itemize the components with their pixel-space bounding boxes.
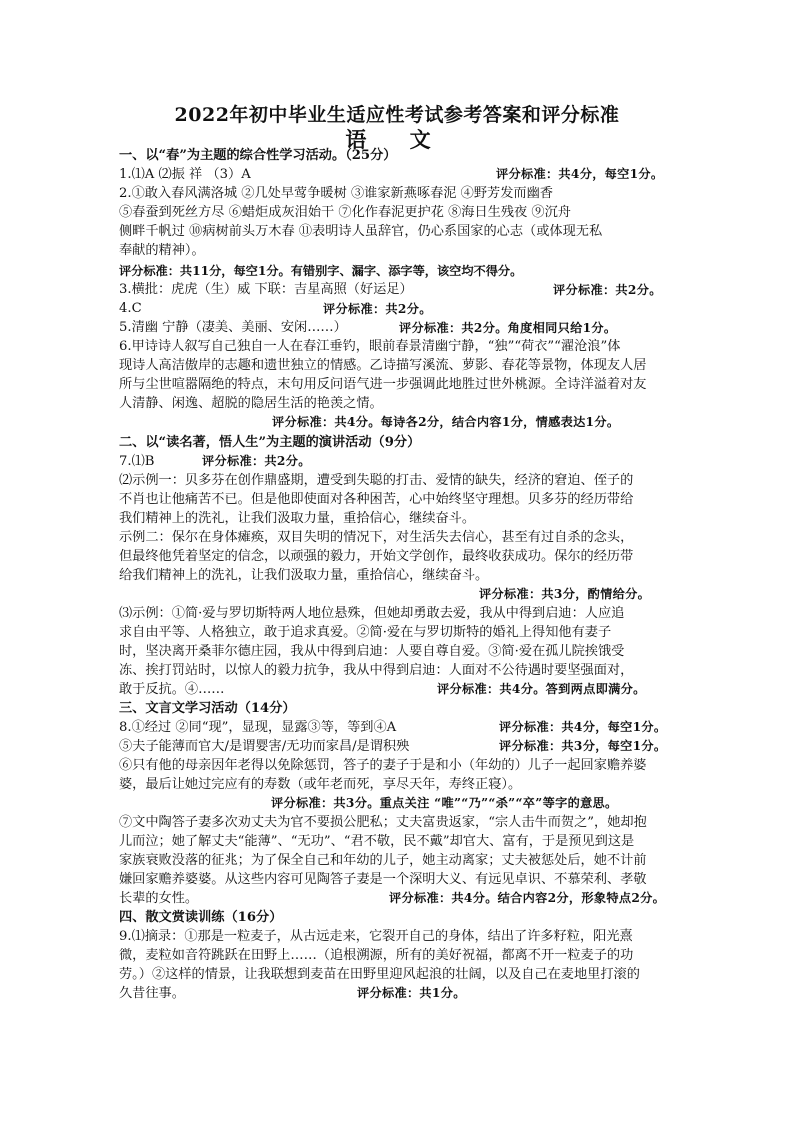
- scoring-note: 评分标准：共4分，每空1分。: [496, 167, 664, 181]
- answer-line: 4.C: [119, 301, 142, 316]
- answer-line: 2.①敢入春风满洛城 ②几处早莺争暖树 ③谁家新燕啄春泥 ④野芳发而幽香: [119, 186, 553, 201]
- scoring-note: 评分标准：共4分。答到两点即满分。: [437, 682, 646, 696]
- answer-line: 1.⑴A ⑵振 祥 （3）A: [119, 167, 251, 182]
- section-heading: 三、文言文学习活动（14分）: [119, 701, 296, 716]
- scoring-note: 评分标准：共2分。角度相同只给1分。: [399, 321, 617, 335]
- answer-line: 奉献的精神）。: [119, 243, 205, 258]
- section-heading: 四、散文赏读训练（16分）: [119, 910, 283, 925]
- answer-line: 3.横批：虎虎（生）威 下联：吉星高照（好运足）: [119, 282, 413, 297]
- section-heading: 二、以“读名著，悟人生”为主题的演讲活动（9分）: [119, 435, 421, 450]
- scoring-note: 评分标准：共3分，每空1分。: [499, 739, 667, 753]
- answer-line: 微，麦粒如音符跳跃在田野上……（追根溯源，所有的美好祝福，都离不开一粒麦子的功: [119, 948, 634, 963]
- answer-line: 婆，最后让她过完应有的寿数（或年老而死，享尽天年，寿终正寝）。: [119, 777, 522, 792]
- answer-line: 嫌回家赡养婆婆。从这些内容可见陶答子妻是一个深明大义、有远见卓识、不慕荣利、孝敬: [119, 872, 647, 887]
- scoring-note: 评分标准：共1分。: [357, 986, 466, 1000]
- answer-line: 久昔往事。: [119, 986, 185, 1001]
- answer-line: ⑦文中陶答子妻多次劝丈夫为官不要损公肥私；丈夫富贵返家，“宗人击牛而贺之”，她却抱: [119, 815, 647, 830]
- scoring-note: 评分标准：共4分，每空1分。: [499, 720, 667, 734]
- answer-line: 我们精神上的洗礼，让我们汲取力量，重拾信心，继续奋斗。: [119, 511, 476, 526]
- scoring-note: 评分标准：共2分。: [202, 454, 311, 468]
- answer-line: 求自由平等、人格独立，敢于追求真爱。②简·爱在与罗切斯特的婚礼上得知他有妻子: [119, 625, 612, 640]
- scoring-note: 评分标准：共4分。每诗各2分，结合内容1分，情感表达1分。: [272, 415, 620, 429]
- answer-line: 劳。）②这样的情景，让我联想到麦苗在田野里迎风起浪的壮阔，以及自己在麦地里打滚的: [119, 967, 640, 982]
- scoring-note: 评分标准：共4分。结合内容2分，形象特点2分。: [389, 891, 666, 905]
- answer-line: 长辈的女性。: [119, 891, 199, 906]
- answer-line: 家族衰败没落的征兆；为了保全自己和年幼的儿子，她主动离家；丈夫被惩处后，她不计前: [119, 853, 647, 868]
- answer-line: 冻、挨打罚站时，以惊人的毅力抗争，我从中得到启迪：人面对不公待遇时要坚强面对，: [119, 663, 634, 678]
- scoring-note: 评分标准：共3分，酌情给分。: [479, 587, 651, 601]
- section-heading: 一、以“春”为主题的综合性学习活动。（25分）: [119, 148, 397, 163]
- answer-line: 人清静、闲逸、超脱的隐居生活的艳羡之情。: [119, 396, 383, 411]
- answer-line: 不肖也让他痛苦不已。但是他即使面对各种困苦，心中始终坚守理想。贝多芬的经历带给: [119, 492, 634, 507]
- answer-line: 敢于反抗。④……: [119, 682, 225, 697]
- answer-line: 但最终他凭着坚定的信念，以顽强的毅力，开始文学创作，最终收获成功。保尔的经历带: [119, 549, 634, 564]
- page-title: 2022年初中毕业生适应性考试参考答案和评分标准: [174, 104, 620, 126]
- answer-line: ⑤夫子能薄而官大/是谓婴害/无功而家昌/是谓积殃: [119, 739, 410, 754]
- scoring-note: 评分标准：共3分。重点关注 “唯”“乃”“杀”“卒”等字的意思。: [271, 796, 618, 810]
- answer-line: 示例二：保尔在身体瘫痪，双目失明的情况下，对生活失去信心，甚至有过自杀的念头，: [119, 530, 634, 545]
- answer-line: 6.甲诗诗人叙写自己独自一人在春江垂钓，眼前春景清幽宁静，“独”“荷衣”“濯沧浪”体: [119, 339, 621, 354]
- subject-heading: 语 文: [345, 127, 449, 152]
- answer-line: 8.①经过 ②同“现”，显现，显露③等，等到④A: [119, 720, 397, 735]
- answer-line: 给我们精神上的洗礼，让我们汲取力量，重拾信心，继续奋斗。: [119, 568, 489, 583]
- answer-line: ⑶示例：①简·爱与罗切斯特两人地位悬殊，但她却勇敢去爱，我从中得到启迪：人应追: [119, 606, 625, 621]
- answer-line: 所与尘世喧嚣隔绝的特点，末句用反问语气进一步强调此地胜过世外桃源。全诗洋溢着对友: [119, 377, 647, 392]
- answer-line: 时，坚决离开桑菲尔德庄园，我从中得到启迪：人要自尊自爱。③简·爱在孤儿院挨饿受: [119, 644, 625, 659]
- answer-line: 5.清幽 宁静（凄美、美丽、安闲……）: [119, 320, 347, 335]
- answer-line: 侧畔千帆过 ⑩病树前头万木春 ⑪表明诗人虽辞官，仍心系国家的心志（或体现无私: [119, 224, 603, 239]
- answer-line: 9.⑴摘录：①那是一粒麦子，从古远走来，它裂开自己的身体，结出了许多籽粒，阳光熹: [119, 929, 633, 944]
- answer-line: ⑤春蚕到死丝方尽 ⑥蜡炬成灰泪始干 ⑦化作春泥更护花 ⑧海日生残夜 ⑨沉舟: [119, 205, 571, 220]
- answer-line: ⑵示例一：贝多芬在创作鼎盛期，遭受到失聪的打击、爱情的缺失，经济的窘迫、侄子的: [119, 473, 634, 488]
- scoring-note: 评分标准：共2分。: [323, 302, 432, 316]
- answer-line: 儿而泣；她了解丈夫“能薄”、“无功”、“君不敬，民不戴”却官大、富有，于是预见到这是: [119, 834, 635, 849]
- answer-line: 7.⑴B: [119, 454, 155, 469]
- scoring-note: 评分标准：共11分，每空1分。有错别字、漏字、添字等，该空均不得分。: [119, 264, 523, 278]
- scoring-note: 评分标准：共2分。: [553, 283, 662, 297]
- answer-line: ⑥只有他的母亲因年老得以免除惩罚，答子的妻子于是和小（年幼的）儿子一起回家赡养婆: [119, 758, 647, 773]
- answer-line: 现诗人高洁傲岸的志趣和遗世独立的情感。乙诗描写溪流、萝影、春花等景物，体现友人居: [119, 358, 647, 373]
